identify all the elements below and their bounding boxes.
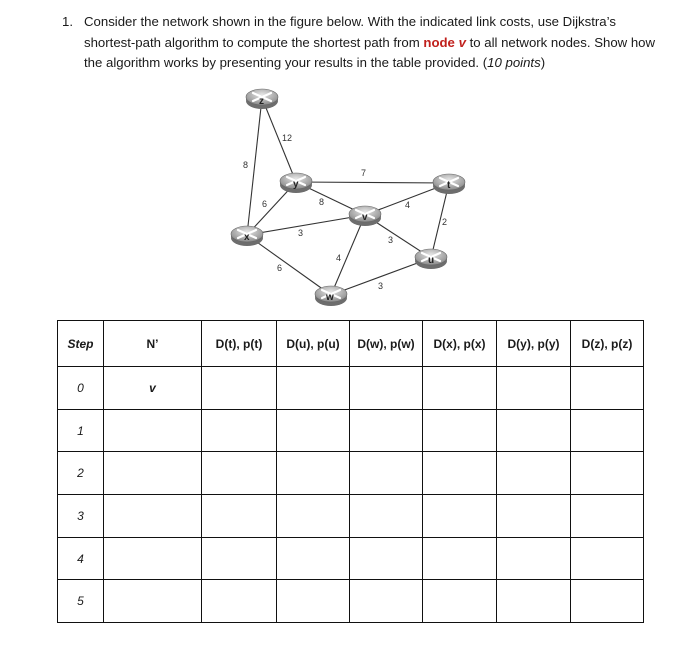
cost-y-v: 8 bbox=[319, 197, 325, 207]
dt-cell[interactable] bbox=[202, 580, 277, 623]
header-dt: D(t), p(t) bbox=[202, 321, 277, 367]
router-t bbox=[433, 174, 465, 194]
n-prime-cell[interactable] bbox=[104, 580, 202, 623]
node-label-y: y bbox=[293, 179, 299, 190]
cost-y-t: 7 bbox=[361, 168, 367, 178]
cost-x-v: 3 bbox=[298, 228, 304, 238]
du-cell[interactable] bbox=[277, 409, 350, 452]
dw-cell[interactable] bbox=[350, 580, 423, 623]
dy-cell[interactable] bbox=[497, 367, 571, 410]
router-w bbox=[315, 286, 347, 306]
table-row bbox=[58, 452, 644, 495]
dz-cell[interactable] bbox=[571, 367, 644, 410]
dy-cell[interactable] bbox=[497, 580, 571, 623]
dy-cell[interactable] bbox=[497, 495, 571, 538]
dz-cell[interactable] bbox=[571, 495, 644, 538]
du-cell[interactable] bbox=[277, 452, 350, 495]
n-prime-cell[interactable] bbox=[104, 409, 202, 452]
header-dz: D(z), p(z) bbox=[571, 321, 644, 367]
node-label-w: w bbox=[326, 292, 334, 303]
cost-y-x: 6 bbox=[262, 199, 268, 209]
step-cell: 3 bbox=[58, 495, 104, 538]
du-cell[interactable] bbox=[277, 495, 350, 538]
dx-cell[interactable] bbox=[423, 537, 497, 580]
step-cell: 1 bbox=[58, 409, 104, 452]
dw-cell[interactable] bbox=[350, 537, 423, 580]
node-label-t: t bbox=[447, 180, 451, 191]
router-v bbox=[349, 206, 381, 226]
router-u bbox=[415, 249, 447, 269]
dw-cell[interactable] bbox=[350, 367, 423, 410]
n-prime-cell[interactable] bbox=[104, 537, 202, 580]
du-cell[interactable] bbox=[277, 537, 350, 580]
dt-cell[interactable] bbox=[202, 537, 277, 580]
cost-v-t: 4 bbox=[405, 200, 411, 210]
question-number: 1. bbox=[62, 14, 73, 29]
link-x-v bbox=[247, 215, 365, 235]
step-cell: 4 bbox=[58, 537, 104, 580]
du-cell[interactable] bbox=[277, 580, 350, 623]
link-z-x bbox=[247, 98, 262, 235]
question-points: 10 points bbox=[487, 55, 541, 70]
dw-cell[interactable] bbox=[350, 452, 423, 495]
n-prime-cell: v bbox=[104, 367, 202, 410]
cost-v-w: 4 bbox=[336, 253, 342, 263]
dz-cell[interactable] bbox=[571, 409, 644, 452]
header-dx: D(x), p(x) bbox=[423, 321, 497, 367]
dijkstra-table bbox=[57, 320, 644, 623]
router-z bbox=[246, 89, 278, 109]
router-x bbox=[231, 226, 263, 246]
link-y-t bbox=[296, 182, 449, 183]
header-row bbox=[58, 321, 644, 367]
cost-v-u: 3 bbox=[388, 235, 394, 245]
header-du: D(u), p(u) bbox=[277, 321, 350, 367]
cost-t-u: 2 bbox=[442, 217, 448, 227]
dw-cell[interactable] bbox=[350, 495, 423, 538]
node-label-u: u bbox=[428, 255, 435, 266]
question-body bbox=[84, 12, 662, 74]
dx-cell[interactable] bbox=[423, 452, 497, 495]
step-cell: 2 bbox=[58, 452, 104, 495]
dt-cell[interactable] bbox=[202, 409, 277, 452]
table-row bbox=[58, 495, 644, 538]
cost-w-u: 3 bbox=[378, 281, 384, 291]
step-cell: 0 bbox=[58, 367, 104, 410]
table-row bbox=[58, 367, 644, 410]
header-step: Step bbox=[58, 321, 104, 367]
n-prime-cell[interactable] bbox=[104, 495, 202, 538]
dz-cell[interactable] bbox=[571, 537, 644, 580]
table-row bbox=[58, 409, 644, 452]
dz-cell[interactable] bbox=[571, 580, 644, 623]
link-x-w bbox=[247, 235, 331, 295]
node-label-x: x bbox=[244, 232, 250, 243]
dw-cell[interactable] bbox=[350, 409, 423, 452]
link-costs bbox=[243, 133, 447, 291]
cost-z-y: 12 bbox=[282, 133, 293, 143]
du-cell[interactable] bbox=[277, 367, 350, 410]
question-node-highlight: node v bbox=[423, 34, 466, 50]
dt-cell[interactable] bbox=[202, 452, 277, 495]
question-part1: Consider the network shown in the figure below. With the indicated link costs, use Dijkstra’s shortest-path algorithm to compute the shortest path from bbox=[84, 14, 616, 50]
dx-cell[interactable] bbox=[423, 495, 497, 538]
n-prime-cell[interactable] bbox=[104, 452, 202, 495]
table-row bbox=[58, 580, 644, 623]
node-label-z: z bbox=[259, 96, 264, 107]
header-dw: D(w), p(w) bbox=[350, 321, 423, 367]
cost-z-x: 8 bbox=[243, 160, 249, 170]
cost-x-w: 6 bbox=[277, 263, 283, 273]
node-label-v: v bbox=[362, 212, 368, 223]
network-diagram bbox=[0, 80, 700, 310]
dy-cell[interactable] bbox=[497, 452, 571, 495]
dy-cell[interactable] bbox=[497, 409, 571, 452]
dx-cell[interactable] bbox=[423, 580, 497, 623]
dy-cell[interactable] bbox=[497, 537, 571, 580]
header-n-prime: N’ bbox=[104, 321, 202, 367]
router-y bbox=[280, 173, 312, 193]
question-part3: ) bbox=[540, 55, 546, 70]
question-text bbox=[62, 12, 662, 74]
step-cell: 5 bbox=[58, 580, 104, 623]
dt-cell[interactable] bbox=[202, 495, 277, 538]
question-part2: to all network nodes. Show how the algorithm works by presenting your results in the table provided. ( bbox=[84, 34, 656, 70]
dz-cell[interactable] bbox=[571, 452, 644, 495]
dt-cell[interactable] bbox=[202, 367, 277, 410]
dx-cell[interactable] bbox=[423, 409, 497, 452]
table-row bbox=[58, 537, 644, 580]
dx-cell[interactable] bbox=[423, 367, 497, 410]
header-dy: D(y), p(y) bbox=[497, 321, 571, 367]
